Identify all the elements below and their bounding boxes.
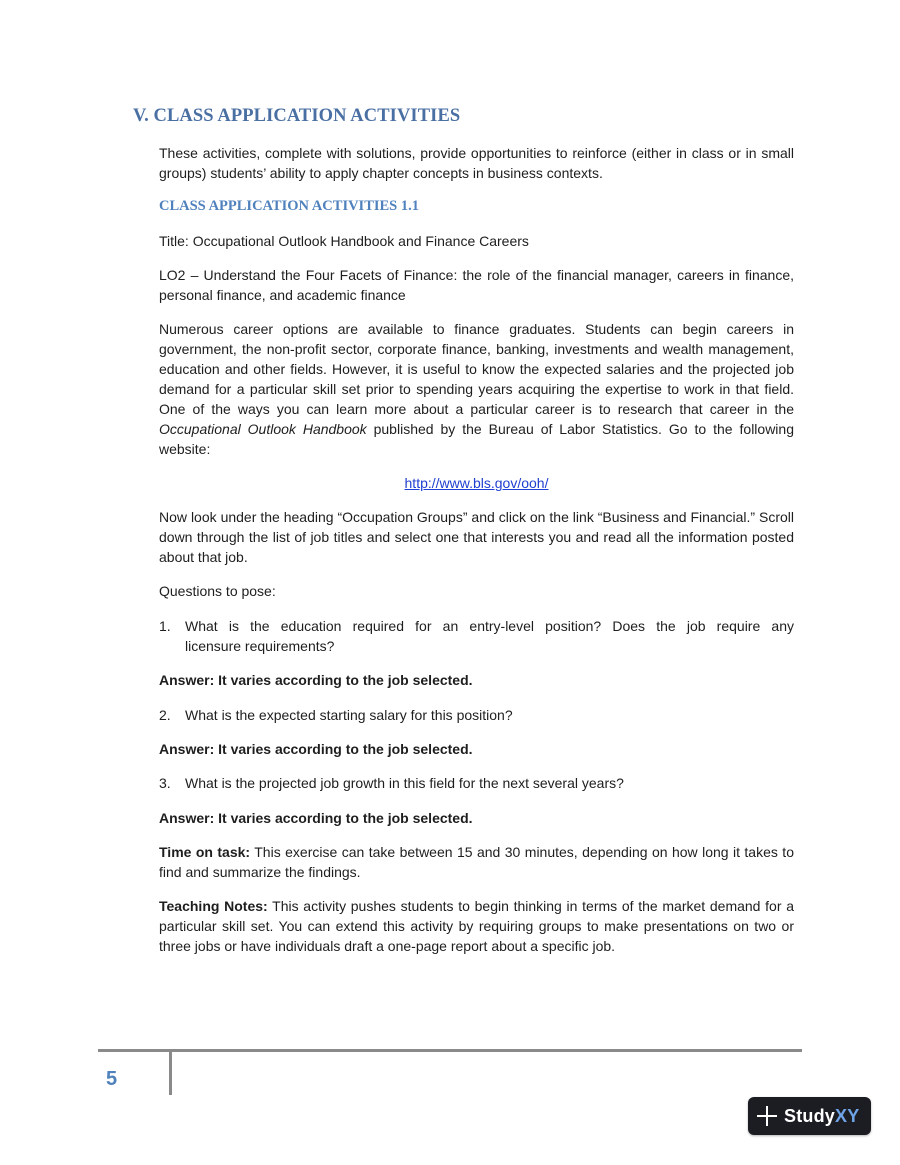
answer-1: Answer: It varies according to the job selected.: [159, 672, 473, 688]
instructions-paragraph: Now look under the heading “Occupation Groups” and click on the link “Business and Financial.” Scroll down through the list of job titles and select one that interests you and read all the information posted about that job.: [159, 509, 794, 565]
question-number: 1.: [159, 618, 171, 634]
question-2: [159, 705, 794, 725]
link-line: [159, 473, 794, 493]
body-paragraph: [159, 319, 794, 459]
plus-icon: [756, 1105, 778, 1127]
teaching-notes-label: Teaching Notes:: [159, 898, 268, 914]
answer-2: Answer: It varies according to the job selected.: [159, 741, 473, 757]
body-text-2: published by the Bureau of Labor Statistics. Go to the following website:: [159, 421, 794, 457]
studyxy-badge[interactable]: [748, 1097, 871, 1135]
learning-objective: LO2 – Understand the Four Facets of Finance: the role of the financial manager, careers in finance, personal finance, and academic finance: [159, 267, 794, 303]
questions-label: Questions to pose:: [159, 583, 276, 599]
question-text: What is the expected starting salary for this position?: [185, 707, 513, 723]
question-number: 2.: [159, 707, 171, 723]
question-number: 3.: [159, 775, 171, 791]
question-text: What is the education required for an entry-level position? Does the job require any: [185, 618, 794, 634]
question-text-continued: licensure requirements?: [185, 638, 335, 654]
question-3: [159, 773, 794, 793]
answer-3: Answer: It varies according to the job selected.: [159, 810, 473, 826]
badge-study: Study: [784, 1105, 836, 1126]
body-text-1: Numerous career options are available to finance graduates. Students can begin careers in government, the non-profit sector, corporate finance, banking, investments and wealth management, education and other fields. However, it is useful to know the expected salaries and the projected job demand for a particular skill set prior to spending years acquiring the expertise to work in that field. One of the ways you can learn more about a particular career is to research that career in the: [159, 321, 794, 417]
question-1: [159, 616, 794, 656]
time-on-task: [159, 842, 794, 882]
section-title: V. CLASS APPLICATION ACTIVITIES: [133, 106, 461, 126]
activity-heading: CLASS APPLICATION ACTIVITIES 1.1: [159, 198, 419, 214]
time-on-task-label: Time on task:: [159, 844, 251, 860]
teaching-notes: [159, 896, 794, 956]
time-on-task-text: This exercise can take between 15 and 30 minutes, depending on how long it takes to find and summarize the findings.: [159, 844, 794, 880]
intro-paragraph: These activities, complete with solutions, provide opportunities to reinforce (either in class or in small groups) students’ ability to apply chapter concepts in business contexts.: [159, 145, 794, 181]
footer-divider: [169, 1052, 172, 1095]
footer-rule: [98, 1049, 802, 1052]
title-line: Title: Occupational Outlook Handbook and Finance Careers: [159, 233, 529, 249]
bls-link[interactable]: http://www.bls.gov/ooh/: [404, 475, 549, 491]
handbook-title: Occupational Outlook Handbook: [159, 421, 367, 437]
badge-xy: XY: [835, 1105, 860, 1126]
question-text: What is the projected job growth in this field for the next several years?: [185, 775, 624, 791]
teaching-notes-text: This activity pushes students to begin thinking in terms of the market demand for a particular skill set. You can extend this activity by requiring groups to make presentations on two or three jobs or have individuals draft a one-page report about a specific job.: [159, 898, 794, 954]
page-number: 5: [106, 1068, 118, 1090]
badge-label: [784, 1106, 859, 1127]
